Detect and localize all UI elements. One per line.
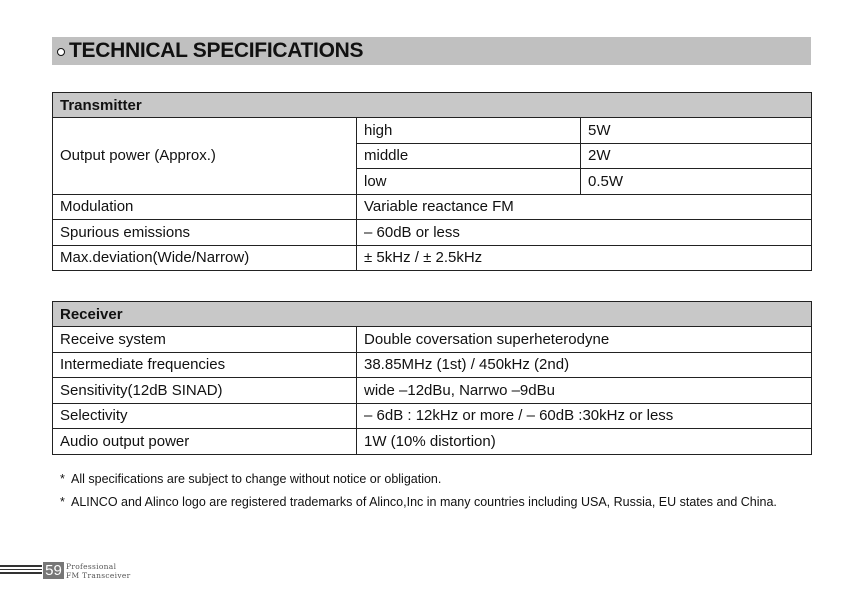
bullet-circle-icon [57,48,65,56]
spec-label: Modulation [53,194,357,220]
spec-label: Selectivity [53,403,357,429]
receiver-table [52,301,812,455]
footer-brand-line: FM Transceiver [66,571,131,580]
spec-value: 38.85MHz (1st) / 450kHz (2nd) [357,352,812,378]
power-level-value: 0.5W [581,169,812,195]
footnote-text: All specifications are subject to change without notice or obligation. [71,472,442,486]
spec-value: Variable reactance FM [357,194,812,220]
spec-value: wide –12dBu, Narrwo –9dBu [357,378,812,404]
spec-label: Audio output power [53,429,357,455]
footnote-text: ALINCO and Alinco logo are registered trademarks of Alinco,Inc in many countries including USA, Russia, EU states and China. [71,495,777,509]
footnote-marker: * [60,472,65,486]
spec-value: – 6dB : 12kHz or more / – 60dB :30kHz or less [357,403,812,429]
footer-brand [66,562,131,580]
transmitter-heading: Transmitter [53,93,812,118]
spec-value: 1W (10% distortion) [357,429,812,455]
footnote-marker: * [60,495,65,509]
spec-label: Intermediate frequencies [53,352,357,378]
footnote [60,494,812,511]
spec-value: ± 5kHz / ± 2.5kHz [357,245,812,271]
table-row [53,194,812,220]
spec-label: Spurious emissions [53,220,357,246]
power-level-value: 5W [581,118,812,144]
output-power-label: Output power (Approx.) [53,118,357,195]
table-row [53,378,812,404]
section-title-bar [52,37,811,65]
table-row [53,327,812,353]
power-level-name: high [357,118,581,144]
power-level-name: middle [357,143,581,169]
transmitter-table [52,92,812,271]
footer-brand-line: Professional [66,562,117,571]
table-row [53,403,812,429]
table-row [53,220,812,246]
spec-label: Max.deviation(Wide/Narrow) [53,245,357,271]
spec-label: Sensitivity(12dB SINAD) [53,378,357,404]
spec-label: Receive system [53,327,357,353]
footer-rule-lines [0,565,42,575]
spec-value: Double coversation superheterodyne [357,327,812,353]
page-number: 59 [43,562,64,579]
footnote [60,471,812,488]
power-level-value: 2W [581,143,812,169]
receiver-heading: Receiver [53,302,812,327]
power-level-name: low [357,169,581,195]
spec-value: – 60dB or less [357,220,812,246]
page-title: TECHNICAL SPECIFICATIONS [69,39,364,62]
table-row [53,429,812,455]
table-row [53,245,812,271]
table-row [53,118,812,144]
table-row [53,352,812,378]
